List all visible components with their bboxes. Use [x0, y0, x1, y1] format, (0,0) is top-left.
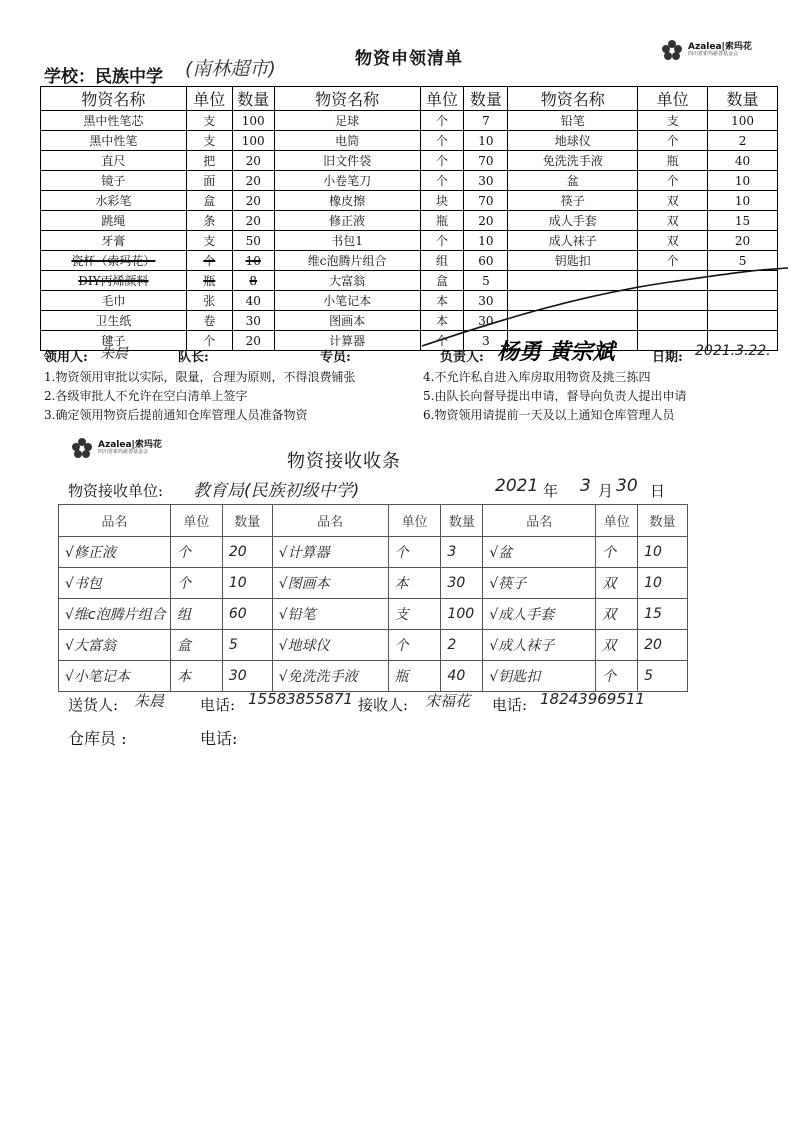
item-unit: 盒: [170, 630, 222, 661]
item-quantity: 10: [464, 231, 508, 251]
column-header: 品名: [272, 505, 388, 537]
item-unit: 支: [186, 111, 232, 131]
receipt-day: 30: [616, 476, 638, 496]
item-unit: 本: [170, 661, 222, 692]
item-quantity: 7: [464, 111, 508, 131]
table-row: [59, 661, 688, 692]
item-name: 跳绳: [41, 211, 187, 231]
item-quantity: 70: [464, 191, 508, 211]
item-name: 橡皮擦: [274, 191, 420, 211]
table-row: [59, 630, 688, 661]
item-name: 筷子: [508, 191, 638, 211]
column-header: 品名: [59, 505, 171, 537]
item-quantity: 100: [232, 131, 274, 151]
item-unit: 瓶: [186, 271, 232, 291]
note-4: 4.不允许私自进入库房取用物资及挑三拣四: [423, 370, 651, 384]
table-row: [41, 171, 778, 191]
recipient-phone-label: 电话:: [492, 696, 528, 714]
item-unit: 本: [420, 311, 464, 331]
item-name: 小笔记本: [274, 291, 420, 311]
item-name: √盆: [483, 537, 596, 568]
table-header-row: [59, 505, 688, 537]
table-header-row: [41, 87, 778, 111]
item-quantity: 60: [464, 251, 508, 271]
item-quantity: 100: [708, 111, 778, 131]
item-name: √大富翁: [59, 630, 171, 661]
item-unit: 个: [420, 231, 464, 251]
item-unit: 个: [420, 171, 464, 191]
item-unit: 本: [420, 291, 464, 311]
item-unit: 双: [596, 599, 638, 630]
item-quantity: 10: [708, 171, 778, 191]
item-quantity: 5: [638, 661, 688, 692]
item-quantity: 30: [464, 311, 508, 331]
item-quantity: 10: [232, 251, 274, 271]
item-quantity: 30: [464, 171, 508, 191]
item-unit: 双: [596, 568, 638, 599]
item-quantity: 10: [222, 568, 272, 599]
item-name: 维c泡腾片组合: [274, 251, 420, 271]
item-unit: 卷: [186, 311, 232, 331]
item-name: √书包: [59, 568, 171, 599]
item-name: 免洗洗手液: [508, 151, 638, 171]
column-header: 物资名称: [274, 87, 420, 111]
column-header: 物资名称: [508, 87, 638, 111]
table-row: [41, 191, 778, 211]
receipt-year: 2021: [495, 476, 539, 496]
item-name: √地球仪: [272, 630, 388, 661]
table-row: [41, 211, 778, 231]
keeper-label: 仓库员 :: [68, 729, 127, 748]
item-unit: 个: [170, 537, 222, 568]
date-value: 2021.3.22.: [695, 343, 771, 359]
item-quantity: 5: [708, 251, 778, 271]
column-header: 品名: [483, 505, 596, 537]
school-handwritten: (南林超市): [185, 58, 276, 80]
item-unit: 把: [186, 151, 232, 171]
receipt-logo: [70, 436, 162, 460]
note-1: 1.物资领用审批以实际，限量，合理为原则，不得浪费铺张: [44, 370, 356, 384]
item-unit: 盒: [186, 191, 232, 211]
deliverer-signature: 朱晨: [134, 692, 165, 710]
receipt-table: [58, 504, 688, 692]
receiver-label: 领用人:: [44, 350, 88, 365]
flower-logo-icon: [70, 436, 94, 460]
table-row: [59, 537, 688, 568]
item-unit: 本: [388, 568, 441, 599]
table-row: [59, 599, 688, 630]
note-6: 6.物资领用请提前一天及以上通知仓库管理人员: [423, 408, 675, 422]
item-unit: 支: [186, 131, 232, 151]
item-name: 铅笔: [508, 111, 638, 131]
logo-sub: 四川省索玛慈善基金会: [688, 51, 739, 57]
receipt-month-label: 月: [598, 482, 614, 500]
item-unit: 瓶: [420, 211, 464, 231]
item-unit: 瓶: [388, 661, 441, 692]
item-quantity: 2: [708, 131, 778, 151]
item-quantity: 20: [232, 191, 274, 211]
column-header: 数量: [708, 87, 778, 111]
item-unit: 个: [596, 661, 638, 692]
item-quantity: 100: [232, 111, 274, 131]
item-quantity: 10: [464, 131, 508, 151]
item-unit: 双: [596, 630, 638, 661]
item-unit: 张: [186, 291, 232, 311]
captain-label: 队长:: [178, 350, 209, 365]
item-quantity: 20: [232, 211, 274, 231]
item-unit: 盒: [420, 271, 464, 291]
item-unit: 双: [638, 211, 708, 231]
item-quantity: 5: [222, 630, 272, 661]
item-unit: 支: [186, 231, 232, 251]
logo-name: Azalea|索玛花: [688, 42, 752, 52]
item-quantity: 10: [708, 191, 778, 211]
logo-name: Azalea|索玛花: [98, 440, 162, 450]
table-row: [41, 111, 778, 131]
item-quantity: 40: [708, 151, 778, 171]
column-header: 单位: [420, 87, 464, 111]
item-quantity: 40: [441, 661, 483, 692]
item-name: √铅笔: [272, 599, 388, 630]
note-5: 5.由队长向督导提出申请，督导向负责人提出申请: [423, 389, 687, 403]
item-name: √成人手套: [483, 599, 596, 630]
item-name: 成人手套: [508, 211, 638, 231]
item-name: 卫生纸: [41, 311, 187, 331]
item-quantity: 100: [441, 599, 483, 630]
item-quantity: 3: [464, 331, 508, 351]
item-unit: 个: [638, 251, 708, 271]
logo-sub: 四川省索玛慈善基金会: [98, 449, 149, 455]
keeper-phone-label: 电话:: [200, 729, 238, 748]
item-name: 牙膏: [41, 231, 187, 251]
column-header: 物资名称: [41, 87, 187, 111]
item-name: √免洗洗手液: [272, 661, 388, 692]
item-unit: 块: [420, 191, 464, 211]
item-name: 瓷杯（索玛花）: [41, 251, 187, 271]
item-name: 盆: [508, 171, 638, 191]
item-name: 小卷笔刀: [274, 171, 420, 191]
item-quantity: 20: [638, 630, 688, 661]
item-unit: 个: [420, 131, 464, 151]
deliverer-label: 送货人:: [68, 696, 119, 714]
item-quantity: 30: [441, 568, 483, 599]
request-logo: [660, 38, 752, 62]
item-name: 足球: [274, 111, 420, 131]
item-name: 修正液: [274, 211, 420, 231]
item-name: 书包1: [274, 231, 420, 251]
table-row: [59, 568, 688, 599]
column-header: 单位: [596, 505, 638, 537]
item-unit: 组: [420, 251, 464, 271]
item-name: 毛巾: [41, 291, 187, 311]
item-name: 计算器: [274, 331, 420, 351]
item-unit: 个: [638, 171, 708, 191]
item-name: √维c泡腾片组合: [59, 599, 171, 630]
item-quantity: 20: [232, 151, 274, 171]
item-quantity: 5: [464, 271, 508, 291]
column-header: 数量: [638, 505, 688, 537]
item-name: 大富翁: [274, 271, 420, 291]
table-row: [41, 231, 778, 251]
deliverer-phone-label: 电话:: [200, 696, 236, 714]
item-name: 黑中性笔: [41, 131, 187, 151]
item-name: 黑中性笔芯: [41, 111, 187, 131]
receipt-unit-label: 物资接收单位:: [68, 482, 164, 500]
item-name: 图画本: [274, 311, 420, 331]
column-header: 单位: [638, 87, 708, 111]
item-unit: 个: [186, 251, 232, 271]
receipt-unit-value: 教育局(民族初级中学): [193, 481, 360, 501]
item-quantity: 3: [441, 537, 483, 568]
column-header: 数量: [464, 87, 508, 111]
item-name: 直尺: [41, 151, 187, 171]
item-quantity: 60: [222, 599, 272, 630]
item-quantity: 10: [638, 568, 688, 599]
recipient-signature: 宋福花: [425, 692, 471, 710]
flower-logo-icon: [660, 38, 684, 62]
item-quantity: 70: [464, 151, 508, 171]
owner-label: 负责人:: [440, 350, 484, 365]
item-unit: 个: [638, 131, 708, 151]
request-title: 物资申领清单: [355, 49, 463, 69]
deliverer-phone: 15583855871: [248, 690, 353, 708]
item-quantity: 15: [638, 599, 688, 630]
item-name: √小笔记本: [59, 661, 171, 692]
item-unit: 个: [388, 630, 441, 661]
item-quantity: 20: [222, 537, 272, 568]
item-name: √计算器: [272, 537, 388, 568]
item-unit: 个: [420, 331, 464, 351]
item-unit: 双: [638, 191, 708, 211]
column-header: 数量: [441, 505, 483, 537]
receipt-day-label: 日: [650, 482, 666, 500]
item-name: 水彩笔: [41, 191, 187, 211]
item-name: 毽子: [41, 331, 187, 351]
item-name: √修正液: [59, 537, 171, 568]
date-label: 日期:: [652, 350, 683, 365]
item-quantity: 30: [222, 661, 272, 692]
column-header: 单位: [170, 505, 222, 537]
item-quantity: 10: [638, 537, 688, 568]
note-3: 3.确定领用物资后提前通知仓库管理人员准备物资: [44, 408, 308, 422]
column-header: 数量: [232, 87, 274, 111]
item-name: 成人袜子: [508, 231, 638, 251]
item-quantity: 50: [232, 231, 274, 251]
receipt-year-label: 年: [543, 482, 559, 500]
item-quantity: 2: [441, 630, 483, 661]
item-unit: 组: [170, 599, 222, 630]
item-name: √图画本: [272, 568, 388, 599]
table-row: [41, 131, 778, 151]
item-unit: 个: [420, 151, 464, 171]
column-header: 数量: [222, 505, 272, 537]
item-quantity: 30: [464, 291, 508, 311]
item-name: √成人袜子: [483, 630, 596, 661]
item-quantity: 40: [232, 291, 274, 311]
column-header: 单位: [186, 87, 232, 111]
item-quantity: 20: [708, 231, 778, 251]
item-name: 电筒: [274, 131, 420, 151]
item-quantity: 30: [232, 311, 274, 331]
item-quantity: 8: [232, 271, 274, 291]
item-unit: 双: [638, 231, 708, 251]
table-row: [41, 151, 778, 171]
item-unit: 个: [420, 111, 464, 131]
item-unit: 个: [596, 537, 638, 568]
item-unit: 个: [170, 568, 222, 599]
item-quantity: 15: [708, 211, 778, 231]
item-quantity: 20: [232, 331, 274, 351]
item-quantity: 20: [464, 211, 508, 231]
specialist-label: 专员:: [320, 350, 351, 365]
item-unit: 个: [186, 331, 232, 351]
item-unit: 条: [186, 211, 232, 231]
item-name: √筷子: [483, 568, 596, 599]
item-name: 钥匙扣: [508, 251, 638, 271]
item-unit: 瓶: [638, 151, 708, 171]
column-header: 单位: [388, 505, 441, 537]
item-name: DIY丙烯颜料: [41, 271, 187, 291]
note-2: 2.各级审批人不允许在空白清单上签字: [44, 389, 248, 403]
item-name: √钥匙扣: [483, 661, 596, 692]
item-unit: 支: [388, 599, 441, 630]
item-name: 旧文件袋: [274, 151, 420, 171]
owner-signature: 杨勇 黄宗斌: [497, 340, 615, 365]
receipt-title: 物资接收收条: [287, 451, 401, 472]
receipt-month: 3: [580, 476, 591, 496]
item-unit: 支: [638, 111, 708, 131]
item-quantity: 20: [232, 171, 274, 191]
receiver-signature: 朱晨: [100, 346, 128, 362]
item-name: 镜子: [41, 171, 187, 191]
item-name: 地球仪: [508, 131, 638, 151]
school-name: 学校：民族中学: [44, 67, 163, 87]
recipient-label: 接收人:: [358, 696, 409, 714]
item-unit: 面: [186, 171, 232, 191]
recipient-phone: 18243969511: [540, 690, 645, 708]
item-unit: 个: [388, 537, 441, 568]
